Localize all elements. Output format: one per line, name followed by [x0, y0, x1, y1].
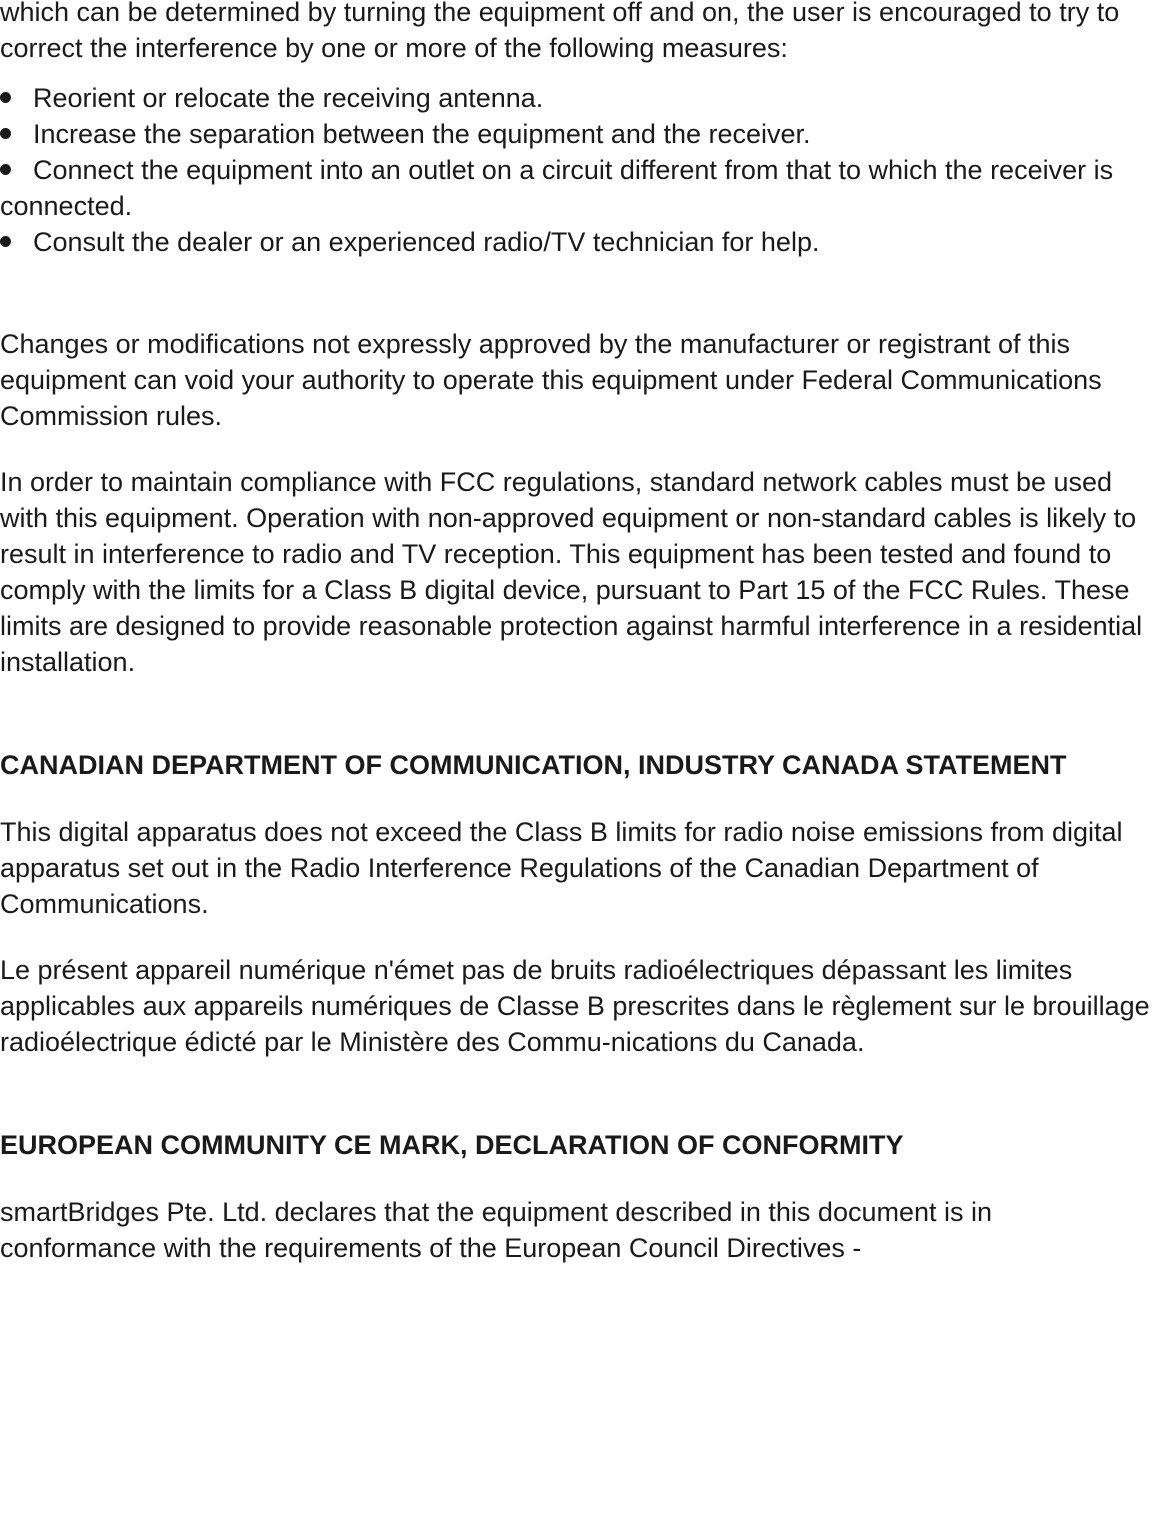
list-item-text: Reorient or relocate the receiving antenna.: [33, 83, 544, 113]
list-item-text: Consult the dealer or an experienced radio/TV technician for help.: [33, 227, 820, 257]
bullet-icon: [0, 92, 11, 103]
list-item-text: Increase the separation between the equipment and the receiver.: [33, 119, 811, 149]
fcc-changes-paragraph: Changes or modifications not expressly approved by the manufacturer or registrant of this equipment can void your authority to operate this equipment under Federal Communications Commission rules.: [0, 329, 1102, 431]
spacer: [0, 784, 1154, 814]
fcc-compliance-paragraph: In order to maintain compliance with FCC regulations, standard network cables must be used with this equipment. Operation with non-approved equipment or non-standard cables is likely to result in interference to radio and TV reception. This equipment has been tested and found to comply with the limits for a Class B digital device, pursuant to Part 15 of the FCC Rules. These limits are designed to provide reasonable protection against harmful interference in a residential installation.: [0, 467, 1143, 677]
spacer: [0, 1060, 1154, 1126]
canada-french-paragraph: Le présent appareil numérique n'émet pas de bruits radioélectriques dépassant les limites applicables aux appareils numériques de Classe B prescrites dans le règlement sur le brouillage radioélectrique édicté par le Ministère des Commu-nications du Canada.: [0, 955, 1150, 1057]
bullet-icon: [0, 164, 11, 175]
spacer: [0, 434, 1154, 464]
bullet-icon: [0, 236, 11, 247]
list-item: [0, 224, 1154, 260]
spacer: [0, 260, 1154, 326]
europe-section-heading: EUROPEAN COMMUNITY CE MARK, DECLARATION OF CONFORMITY: [0, 1130, 904, 1160]
spacer: [0, 922, 1154, 952]
list-item: [0, 116, 1154, 152]
measures-list: [0, 80, 1154, 260]
spacer: [0, 680, 1154, 746]
bullet-icon: [0, 128, 11, 139]
list-item: [0, 152, 1154, 224]
spacer: [0, 1164, 1154, 1194]
list-item: [0, 80, 1154, 116]
list-item-text: Connect the equipment into an outlet on a circuit different from that to which the receiver is connected.: [0, 155, 1114, 221]
canada-section-heading: CANADIAN DEPARTMENT OF COMMUNICATION, INDUSTRY CANADA STATEMENT: [0, 750, 1067, 780]
europe-declaration-paragraph: smartBridges Pte. Ltd. declares that the equipment described in this document is in conformance with the requirements of the European Council Directives -: [0, 1197, 993, 1263]
canada-english-paragraph: This digital apparatus does not exceed the Class B limits for radio noise emissions from digital apparatus set out in the Radio Interference Regulations of the Canadian Department of Communications.: [0, 817, 1123, 919]
intro-paragraph: which can be determined by turning the equipment off and on, the user is encouraged to try to correct the interference by one or more of the following measures:: [0, 0, 1120, 63]
spacer: [0, 66, 1154, 80]
